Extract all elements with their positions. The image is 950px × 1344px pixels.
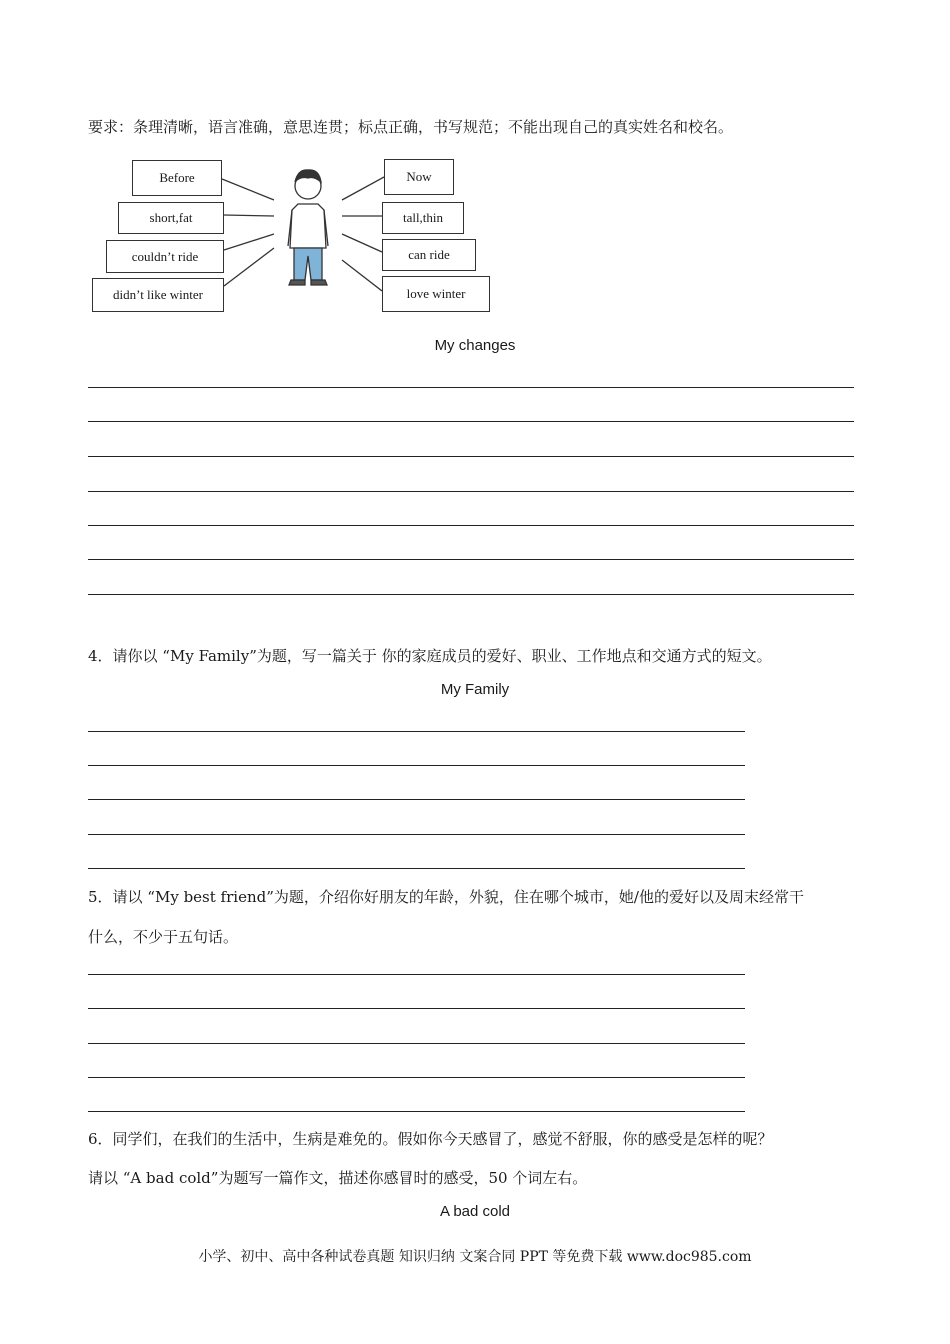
writing-line[interactable] xyxy=(88,594,854,595)
writing-line[interactable] xyxy=(88,456,854,457)
writing-line[interactable] xyxy=(88,1111,745,1112)
label-tall-thin: tall,thin xyxy=(382,202,464,234)
connector-line xyxy=(224,215,274,216)
q5-prompt-line2: 什么，不少于五句话。 xyxy=(88,928,239,946)
q4-essay-title: My Family xyxy=(440,681,510,698)
label-love-winter: love winter xyxy=(382,276,490,312)
page-footer: 小学、初中、高中各种试卷真题 知识归纳 文案合同 PPT 等免费下载 www.doc985.com xyxy=(198,1249,752,1265)
writing-line[interactable] xyxy=(88,525,854,526)
connector-line xyxy=(342,234,382,252)
q6-prompt-line2: 请以 “A bad cold”为题写一篇作文，描述你感冒时的感受，50 个词左右。 xyxy=(88,1169,588,1187)
label-short-fat: short,fat xyxy=(118,202,224,234)
q6-essay-title: A bad cold xyxy=(439,1203,511,1220)
connector-line xyxy=(342,260,382,291)
writing-line[interactable] xyxy=(88,731,745,732)
writing-line[interactable] xyxy=(88,834,745,835)
writing-line[interactable] xyxy=(88,765,745,766)
writing-line[interactable] xyxy=(88,421,854,422)
writing-line[interactable] xyxy=(88,559,854,560)
boy-illustration xyxy=(288,170,328,285)
writing-line[interactable] xyxy=(88,491,854,492)
connector-line xyxy=(224,234,274,250)
requirement-text: 要求：条理清晰，语言准确，意思连贯；标点正确，书写规范；不能出现自己的真实姓名和校名。 xyxy=(88,118,734,136)
q6-prompt-line1: 6．同学们，在我们的生活中，生病是难免的。假如你今天感冒了，感觉不舒服，你的感受是怎样的呢？ xyxy=(88,1130,773,1148)
writing-line[interactable] xyxy=(88,974,745,975)
writing-line[interactable] xyxy=(88,387,854,388)
connector-line xyxy=(342,177,384,200)
changes-figure xyxy=(88,152,498,322)
writing-line[interactable] xyxy=(88,868,745,869)
connector-line xyxy=(224,248,274,286)
q3-essay-title: My changes xyxy=(434,337,516,354)
label-can-ride: can ride xyxy=(382,239,476,271)
label-didnt-like-winter: didn’t like winter xyxy=(92,278,224,312)
writing-line[interactable] xyxy=(88,799,745,800)
connector-line xyxy=(222,179,274,200)
label-couldnt-ride: couldn’t ride xyxy=(106,240,224,273)
label-now: Now xyxy=(384,159,454,195)
writing-line[interactable] xyxy=(88,1043,745,1044)
q4-prompt: 4．请你以 “My Family”为题，写一篇关于 你的家庭成员的爱好、职业、工作地点和交通方式的短文。 xyxy=(88,647,772,665)
writing-line[interactable] xyxy=(88,1077,745,1078)
writing-line[interactable] xyxy=(88,1008,745,1009)
label-before: Before xyxy=(132,160,222,196)
q5-prompt-line1: 5．请以 “My best friend”为题，介绍你好朋友的年龄，外貌，住在哪个城市，她/他的爱好以及周末经常干 xyxy=(88,888,804,906)
